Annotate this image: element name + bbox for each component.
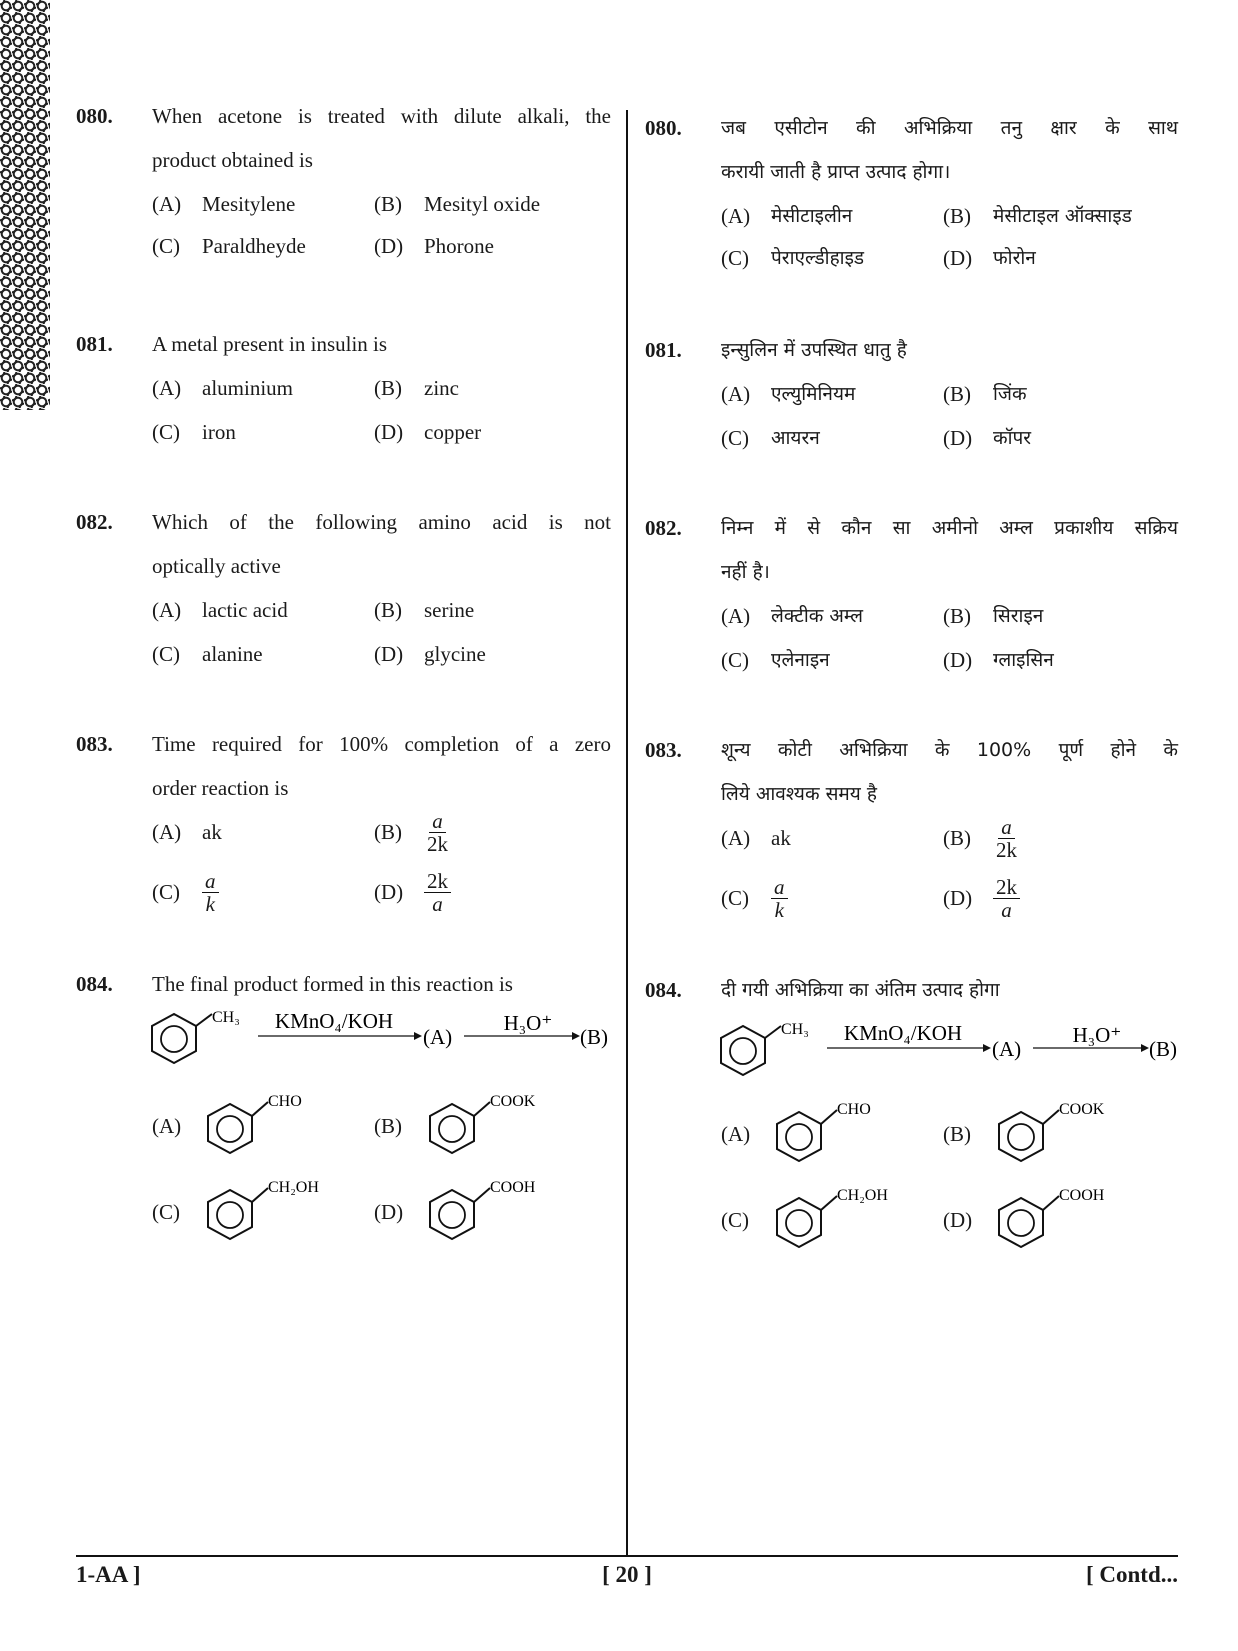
- option-b[interactable]: (B) serine: [374, 598, 475, 622]
- question-number: 083.: [76, 732, 113, 756]
- question-stem: The final product formed in this reaction is: [152, 972, 513, 996]
- question-084-en: [76, 962, 611, 1252]
- option-a[interactable]: (A) Mesitylene: [152, 192, 296, 216]
- option-c[interactable]: (C) पेराएल्डीहाइड: [721, 246, 865, 270]
- option-c[interactable]: (C) Paraldheyde: [152, 234, 306, 258]
- fraction: $\frac{2k}{a}$: [993, 876, 1020, 921]
- benzyl-alcohol-structure: [771, 1184, 921, 1256]
- svg-text:(B): (B): [1149, 1037, 1177, 1061]
- option-b[interactable]: (B) $\frac{a}{2k}$: [374, 810, 451, 854]
- option-a[interactable]: (A) एल्युमिनियम: [721, 382, 856, 406]
- option-d[interactable]: (D) COOH: [943, 1184, 1153, 1256]
- option-b[interactable]: (B) zinc: [374, 376, 459, 400]
- option-c[interactable]: (C) $\frac{a}{k}$: [721, 876, 788, 920]
- footer-rule: [76, 1555, 1178, 1557]
- fraction: $\frac{2k}{a}$: [424, 870, 451, 915]
- option-a[interactable]: (A) लेक्टीक अम्ल: [721, 604, 864, 628]
- svg-text:CH₃: CH₃: [212, 1009, 240, 1026]
- question-081-en: [76, 322, 611, 452]
- option-a[interactable]: (A) मेसीटाइलीन: [721, 204, 853, 228]
- continued-label: [ Contd...: [1085, 1562, 1178, 1587]
- option-b[interactable]: (B) सिराइन: [943, 604, 1044, 628]
- reaction-scheme: [148, 1006, 611, 1076]
- question-number: 080.: [645, 116, 682, 140]
- fraction: $\frac{a}{k}$: [771, 876, 788, 921]
- option-d[interactable]: (D) Phorone: [374, 234, 494, 258]
- svg-text:CH₂OH: CH₂OH: [837, 1187, 888, 1204]
- decorative-border: [0, 0, 50, 410]
- svg-text:COOK: COOK: [1059, 1101, 1105, 1118]
- option-a[interactable]: (A) lactic acid: [152, 598, 288, 622]
- option-c[interactable]: (C) CH₂OH: [721, 1184, 921, 1256]
- question-083-hi: [645, 728, 1178, 928]
- option-d[interactable]: (D) copper: [374, 420, 482, 444]
- question-number: 083.: [645, 738, 682, 762]
- question-stem: इन्सुलिन में उपस्थित धातु है: [721, 339, 907, 361]
- question-stem: When acetone is treated with dilute alkali, the product obtained is: [152, 104, 611, 172]
- question-082-en: [76, 500, 611, 675]
- svg-text:COOK: COOK: [490, 1093, 536, 1110]
- option-b[interactable]: (B) जिंक: [943, 382, 1027, 406]
- question-082-hi: [645, 506, 1178, 681]
- svg-text:H₃O⁺: H₃O⁺: [503, 1011, 553, 1035]
- question-number: 081.: [645, 338, 682, 362]
- option-c[interactable]: (C) $\frac{a}{k}$: [152, 870, 219, 914]
- svg-text:KMnO₄/KOH: KMnO₄/KOH: [843, 1021, 963, 1045]
- option-d[interactable]: (D) COOH: [374, 1176, 584, 1248]
- potassium-benzoate-structure: [424, 1090, 584, 1162]
- option-d[interactable]: (D) कॉपर: [943, 426, 1032, 450]
- option-a[interactable]: (A) ak: [721, 826, 791, 850]
- question-stem: Which of the following amino acid is not optically active: [152, 510, 611, 578]
- question-number: 080.: [76, 104, 113, 128]
- svg-text:CH₃: CH₃: [781, 1021, 809, 1038]
- question-stem: Time required for 100% completion of a zero order reaction is: [152, 732, 611, 800]
- option-c[interactable]: (C) alanine: [152, 642, 263, 666]
- toluene-structure: [721, 1021, 809, 1075]
- svg-text:CHO: CHO: [268, 1093, 302, 1110]
- svg-text:COOH: COOH: [1059, 1187, 1105, 1204]
- question-number: 082.: [76, 510, 113, 534]
- question-number: 084.: [76, 972, 113, 996]
- question-number: 084.: [645, 978, 682, 1002]
- potassium-benzoate-structure: [993, 1098, 1153, 1170]
- question-number: 081.: [76, 332, 113, 356]
- option-c[interactable]: (C) एलेनाइन: [721, 648, 830, 672]
- option-a[interactable]: (A) CHO: [721, 1098, 911, 1170]
- option-b[interactable]: (B) $\frac{a}{2k}$: [943, 816, 1020, 860]
- booklet-code: 1-AA ]: [76, 1562, 141, 1587]
- question-stem: निम्न में से कौन सा अमीनो अम्ल प्रकाशीय सक्रिय नहीं है।: [721, 517, 1178, 583]
- question-080-en: [76, 94, 611, 264]
- svg-text:(A): (A): [423, 1025, 453, 1049]
- svg-text:KMnO₄/KOH: KMnO₄/KOH: [274, 1009, 394, 1033]
- option-b[interactable]: (B) COOK: [943, 1098, 1153, 1170]
- option-b[interactable]: (B) COOK: [374, 1090, 584, 1162]
- option-b[interactable]: (B) मेसीटाइल ऑक्साइड: [943, 204, 1132, 228]
- option-a[interactable]: (A) aluminium: [152, 376, 293, 400]
- question-stem: जब एसीटोन की अभिक्रिया तनु क्षार के साथ करायी जाती है प्राप्त उत्पाद होगा।: [721, 117, 1178, 183]
- fraction: $\frac{a}{k}$: [202, 870, 219, 915]
- question-number: 082.: [645, 516, 682, 540]
- benzaldehyde-structure: [202, 1090, 342, 1162]
- question-stem: A metal present in insulin is: [152, 332, 388, 356]
- column-divider: [626, 110, 628, 1555]
- reaction-scheme: [717, 1018, 1178, 1088]
- svg-text:H₃O⁺: H₃O⁺: [1072, 1023, 1122, 1047]
- svg-text:(A): (A): [992, 1037, 1022, 1061]
- option-b[interactable]: (B) Mesityl oxide: [374, 192, 541, 216]
- page-number: [ 20 ]: [602, 1562, 652, 1587]
- svg-text:CHO: CHO: [837, 1101, 871, 1118]
- option-a[interactable]: (A) ak: [152, 820, 222, 844]
- question-081-hi: [645, 328, 1178, 458]
- option-d[interactable]: (D) ग्लाइसिन: [943, 648, 1054, 672]
- benzoic-acid-structure: [993, 1184, 1153, 1256]
- question-stem: दी गयी अभिक्रिया का अंतिम उत्पाद होगा: [721, 979, 1000, 1001]
- svg-text:COOH: COOH: [490, 1179, 536, 1196]
- option-a[interactable]: (A) CHO: [152, 1090, 342, 1162]
- option-c[interactable]: (C) iron: [152, 420, 236, 444]
- benzoic-acid-structure: [424, 1176, 584, 1248]
- option-d[interactable]: (D) फोरोन: [943, 246, 1036, 270]
- option-d[interactable]: (D) $\frac{2k}{a}$: [374, 870, 451, 914]
- question-stem: शून्य कोटी अभिक्रिया के 100% पूर्ण होने के लिये आवश्यक समय है: [721, 739, 1178, 805]
- option-d[interactable]: (D) glycine: [374, 642, 486, 666]
- fraction: $\frac{a}{2k}$: [427, 808, 448, 856]
- option-d[interactable]: (D) $\frac{2k}{a}$: [943, 876, 1020, 920]
- option-c[interactable]: (C) आयरन: [721, 426, 820, 450]
- benzyl-alcohol-structure: [202, 1176, 352, 1248]
- svg-text:(B): (B): [580, 1025, 608, 1049]
- question-083-en: [76, 722, 611, 922]
- toluene-structure: [152, 1009, 240, 1063]
- option-c[interactable]: (C) CH₂OH: [152, 1176, 352, 1248]
- fraction: $\frac{a}{2k}$: [996, 814, 1017, 862]
- svg-text:CH₂OH: CH₂OH: [268, 1179, 319, 1196]
- benzaldehyde-structure: [771, 1098, 911, 1170]
- question-080-hi: [645, 106, 1178, 276]
- question-084-hi: [645, 968, 1178, 1258]
